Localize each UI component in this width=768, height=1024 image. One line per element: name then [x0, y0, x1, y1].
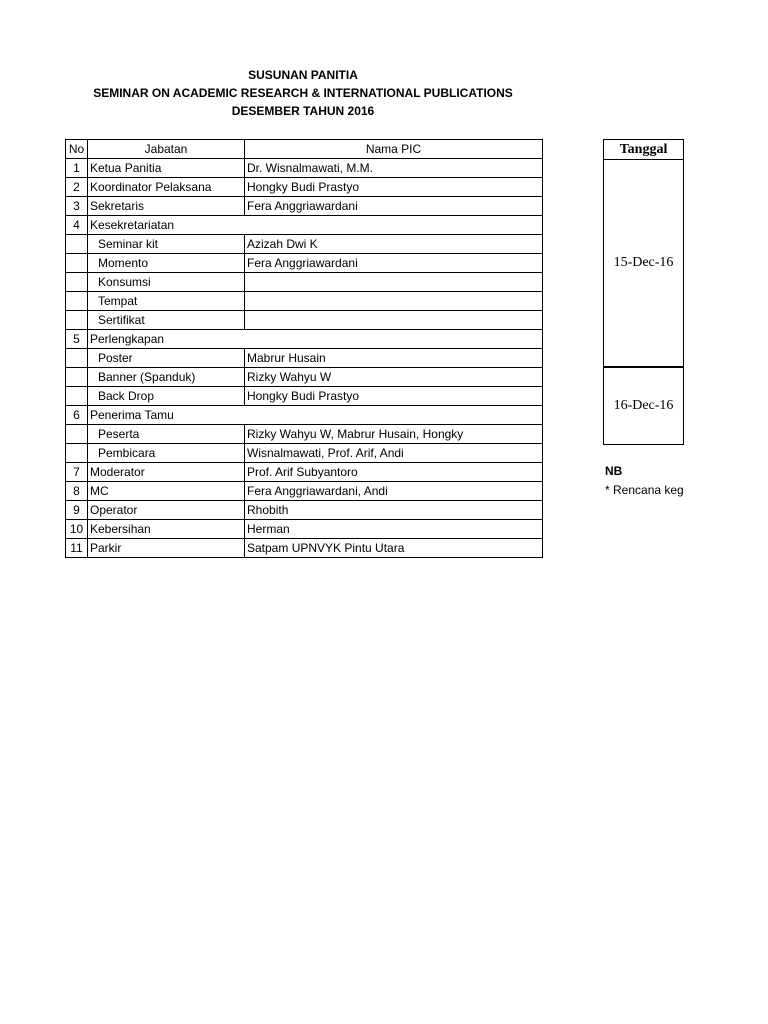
row-nama: Satpam UPNVYK Pintu Utara	[245, 539, 543, 558]
column-header-no: No	[66, 140, 88, 159]
row-number: 8	[66, 482, 88, 501]
row-number	[66, 387, 88, 406]
title-line-1: SUSUNAN PANITIA	[248, 68, 358, 82]
row-number: 9	[66, 501, 88, 520]
table-row	[66, 159, 543, 178]
date-cell-2: 16-Dec-16	[603, 367, 684, 445]
row-number	[66, 311, 88, 330]
table-row	[66, 425, 543, 444]
row-number	[66, 292, 88, 311]
column-header-nama: Nama PIC	[245, 140, 543, 159]
table-row	[66, 292, 543, 311]
row-number	[66, 349, 88, 368]
row-number: 10	[66, 520, 88, 539]
table-row	[66, 235, 543, 254]
row-number: 1	[66, 159, 88, 178]
row-jabatan: Pembicara	[88, 444, 245, 463]
row-nama: Prof. Arif Subyantoro	[245, 463, 543, 482]
row-nama: Herman	[245, 520, 543, 539]
row-number: 7	[66, 463, 88, 482]
row-jabatan: Kebersihan	[88, 520, 245, 539]
row-jabatan: Ketua Panitia	[88, 159, 245, 178]
row-jabatan: Moderator	[88, 463, 245, 482]
row-jabatan: Seminar kit	[88, 235, 245, 254]
row-nama: Azizah Dwi K	[245, 235, 543, 254]
row-number	[66, 425, 88, 444]
row-jabatan: Kesekretariatan	[88, 216, 543, 235]
row-number: 2	[66, 178, 88, 197]
row-number: 3	[66, 197, 88, 216]
row-jabatan: Back Drop	[88, 387, 245, 406]
document-title	[0, 66, 606, 120]
row-jabatan: Tempat	[88, 292, 245, 311]
table-row	[66, 387, 543, 406]
row-number	[66, 254, 88, 273]
side-panel	[603, 139, 768, 549]
row-jabatan: Momento	[88, 254, 245, 273]
note-text: * Rencana keg	[605, 483, 684, 497]
table-row	[66, 273, 543, 292]
row-nama: Dr. Wisnalmawati, M.M.	[245, 159, 543, 178]
table-row	[66, 463, 543, 482]
table-header-row	[66, 140, 543, 159]
row-nama: Fera Anggriawardani, Andi	[245, 482, 543, 501]
note-label: NB	[605, 464, 623, 478]
row-jabatan: Koordinator Pelaksana	[88, 178, 245, 197]
row-jabatan: Parkir	[88, 539, 245, 558]
table-row	[66, 368, 543, 387]
table-body	[66, 159, 543, 558]
table-row	[66, 482, 543, 501]
row-nama: Wisnalmawati, Prof. Arif, Andi	[245, 444, 543, 463]
row-jabatan: Operator	[88, 501, 245, 520]
row-number: 5	[66, 330, 88, 349]
row-jabatan: MC	[88, 482, 245, 501]
table-row	[66, 254, 543, 273]
table-row	[66, 330, 543, 349]
row-number	[66, 444, 88, 463]
table-row	[66, 406, 543, 425]
table-row	[66, 216, 543, 235]
row-jabatan: Peserta	[88, 425, 245, 444]
row-jabatan: Konsumsi	[88, 273, 245, 292]
row-number	[66, 368, 88, 387]
row-number	[66, 273, 88, 292]
row-nama	[245, 311, 543, 330]
row-number: 6	[66, 406, 88, 425]
row-nama: Rhobith	[245, 501, 543, 520]
table-row	[66, 197, 543, 216]
table-row	[66, 349, 543, 368]
row-jabatan: Banner (Spanduk)	[88, 368, 245, 387]
row-nama: Mabrur Husain	[245, 349, 543, 368]
table-row	[66, 444, 543, 463]
row-nama: Fera Anggriawardani	[245, 254, 543, 273]
table-row	[66, 178, 543, 197]
row-jabatan: Poster	[88, 349, 245, 368]
row-nama: Rizky Wahyu W	[245, 368, 543, 387]
table-row	[66, 520, 543, 539]
title-line-2: SEMINAR ON ACADEMIC RESEARCH & INTERNATIONAL PUBLICATIONS	[93, 86, 513, 100]
date-header: Tanggal	[603, 139, 684, 160]
row-number: 4	[66, 216, 88, 235]
row-nama	[245, 273, 543, 292]
committee-table	[65, 139, 543, 558]
row-jabatan: Sekretaris	[88, 197, 245, 216]
row-nama: Hongky Budi Prastyo	[245, 178, 543, 197]
row-nama: Rizky Wahyu W, Mabrur Husain, Hongky	[245, 425, 543, 444]
row-jabatan: Perlengkapan	[88, 330, 543, 349]
row-jabatan: Sertifikat	[88, 311, 245, 330]
table-row	[66, 311, 543, 330]
row-number: 11	[66, 539, 88, 558]
row-number	[66, 235, 88, 254]
table-row	[66, 539, 543, 558]
row-nama	[245, 292, 543, 311]
row-nama: Fera Anggriawardani	[245, 197, 543, 216]
title-line-3: DESEMBER TAHUN 2016	[231, 104, 375, 118]
column-header-jabatan: Jabatan	[88, 140, 245, 159]
row-nama: Hongky Budi Prastyo	[245, 387, 543, 406]
table-row	[66, 501, 543, 520]
date-cell-1: 15-Dec-16	[603, 159, 684, 367]
row-jabatan: Penerima Tamu	[88, 406, 543, 425]
